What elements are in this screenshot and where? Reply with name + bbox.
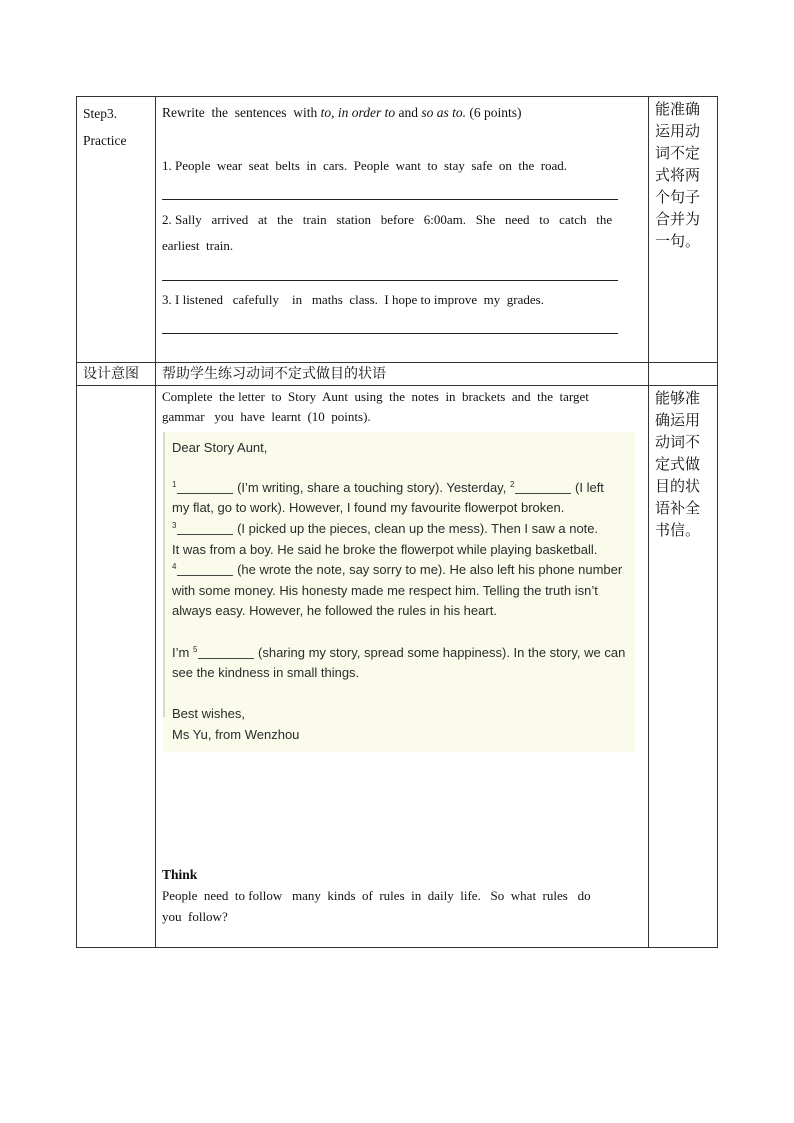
question-1: 1. People wear seat belts in cars. People want to stay safe on the road. <box>162 158 568 173</box>
think-line-1: People need to follow many kinds of rules in daily life. So what rules do <box>162 888 591 903</box>
letter-line-4: It was from a boy. He said he broke the flowerpot while playing basketball. <box>172 542 598 557</box>
letter-text-3: (I picked up the pieces, clean up the mess). Then I saw a note. <box>233 521 599 536</box>
letter-greeting: Dear Story Aunt, <box>172 440 268 455</box>
letter-line-1 <box>172 480 604 495</box>
letter-closing: Best wishes, <box>172 706 245 721</box>
question-2-line-2: earliest train. <box>162 238 234 253</box>
letter-line-7: always easy. However, he followed the rules in his heart. <box>172 603 497 618</box>
letter-blank-5[interactable] <box>198 658 254 659</box>
letter-box <box>163 432 635 752</box>
answer-blank-1[interactable] <box>162 199 618 200</box>
blank-number-5: 5 <box>192 645 198 654</box>
blank-number-1: 1 <box>172 480 177 489</box>
blank-number-3: 3 <box>172 521 177 530</box>
table-border-right <box>717 96 718 948</box>
letter-blank-4[interactable] <box>177 575 233 576</box>
column-divider-1 <box>155 96 156 948</box>
comma: , <box>331 105 338 120</box>
question-3: 3. I listened cafefully in maths class. I hope to improve my grades. <box>162 292 544 307</box>
blank-number-2: 2 <box>509 480 515 489</box>
letter-text-1b: (I left <box>571 480 604 495</box>
letter-line-9: see the kindness in small things. <box>172 665 360 680</box>
answer-blank-2[interactable] <box>162 280 618 281</box>
points-text: (6 points) <box>466 105 522 120</box>
design-text: 帮助学生练习动词不定式做目的状语 <box>162 366 386 382</box>
letter-goal: 能够准确运用动词不定式做目的状语补全书信。 <box>655 389 701 539</box>
think-heading: Think <box>162 867 198 882</box>
step-label <box>83 100 126 154</box>
letter-margin-bar <box>163 432 165 717</box>
letter-text-8b: (sharing my story, spread some happiness). In the story, we can <box>254 645 626 660</box>
letter-line-5 <box>172 562 622 577</box>
letter-signature: Ms Yu, from Wenzhou <box>172 727 300 742</box>
answer-blank-3[interactable] <box>162 333 618 334</box>
letter-blank-1[interactable] <box>177 493 233 494</box>
letter-blank-2[interactable] <box>515 493 571 494</box>
blank-number-4: 4 <box>172 562 177 571</box>
practice-goal: 能准确运用动词不定式将两个句子合并为一句。 <box>655 100 701 250</box>
letter-text-5: (he wrote the note, say sorry to me). He also left his phone number <box>233 562 623 577</box>
letter-line-8 <box>172 645 625 660</box>
and-text: and <box>395 105 422 120</box>
table-border-left <box>76 96 77 948</box>
design-label: 设计意图 <box>83 366 139 382</box>
keyword-to: to <box>320 105 332 120</box>
instruction-text: Rewrite the sentences with <box>162 105 321 120</box>
letter-line-6: with some money. His honesty made me respect him. Telling the truth isn’t <box>172 583 598 598</box>
think-line-2: you follow? <box>162 909 228 924</box>
step-number: Step3. <box>83 106 118 121</box>
column-divider-2 <box>648 96 649 948</box>
keyword-in-order-to: in order to <box>337 105 396 120</box>
letter-line-3 <box>172 521 598 536</box>
letter-line-2: my flat, go to work). However, I found my favourite flowerpot broken. <box>172 500 565 515</box>
table-border-top <box>76 96 718 97</box>
letter-text-1a: (I’m writing, share a touching story). Yesterday, <box>233 480 510 495</box>
letter-instruction-line-1: Complete the letter to Story Aunt using the notes in brackets and the target <box>162 389 589 404</box>
letter-blank-3[interactable] <box>177 534 233 535</box>
practice-instruction <box>162 99 522 126</box>
letter-text-8a: I’m <box>172 645 193 660</box>
keyword-so-as-to: so as to. <box>421 105 466 120</box>
table-border-bottom <box>76 947 718 948</box>
step-name: Practice <box>83 133 127 148</box>
letter-instruction-line-2: gammar you have learnt (10 points). <box>162 409 371 424</box>
question-2-line-1: 2. Sally arrived at the train station before 6:00am. She need to catch the <box>162 212 613 227</box>
